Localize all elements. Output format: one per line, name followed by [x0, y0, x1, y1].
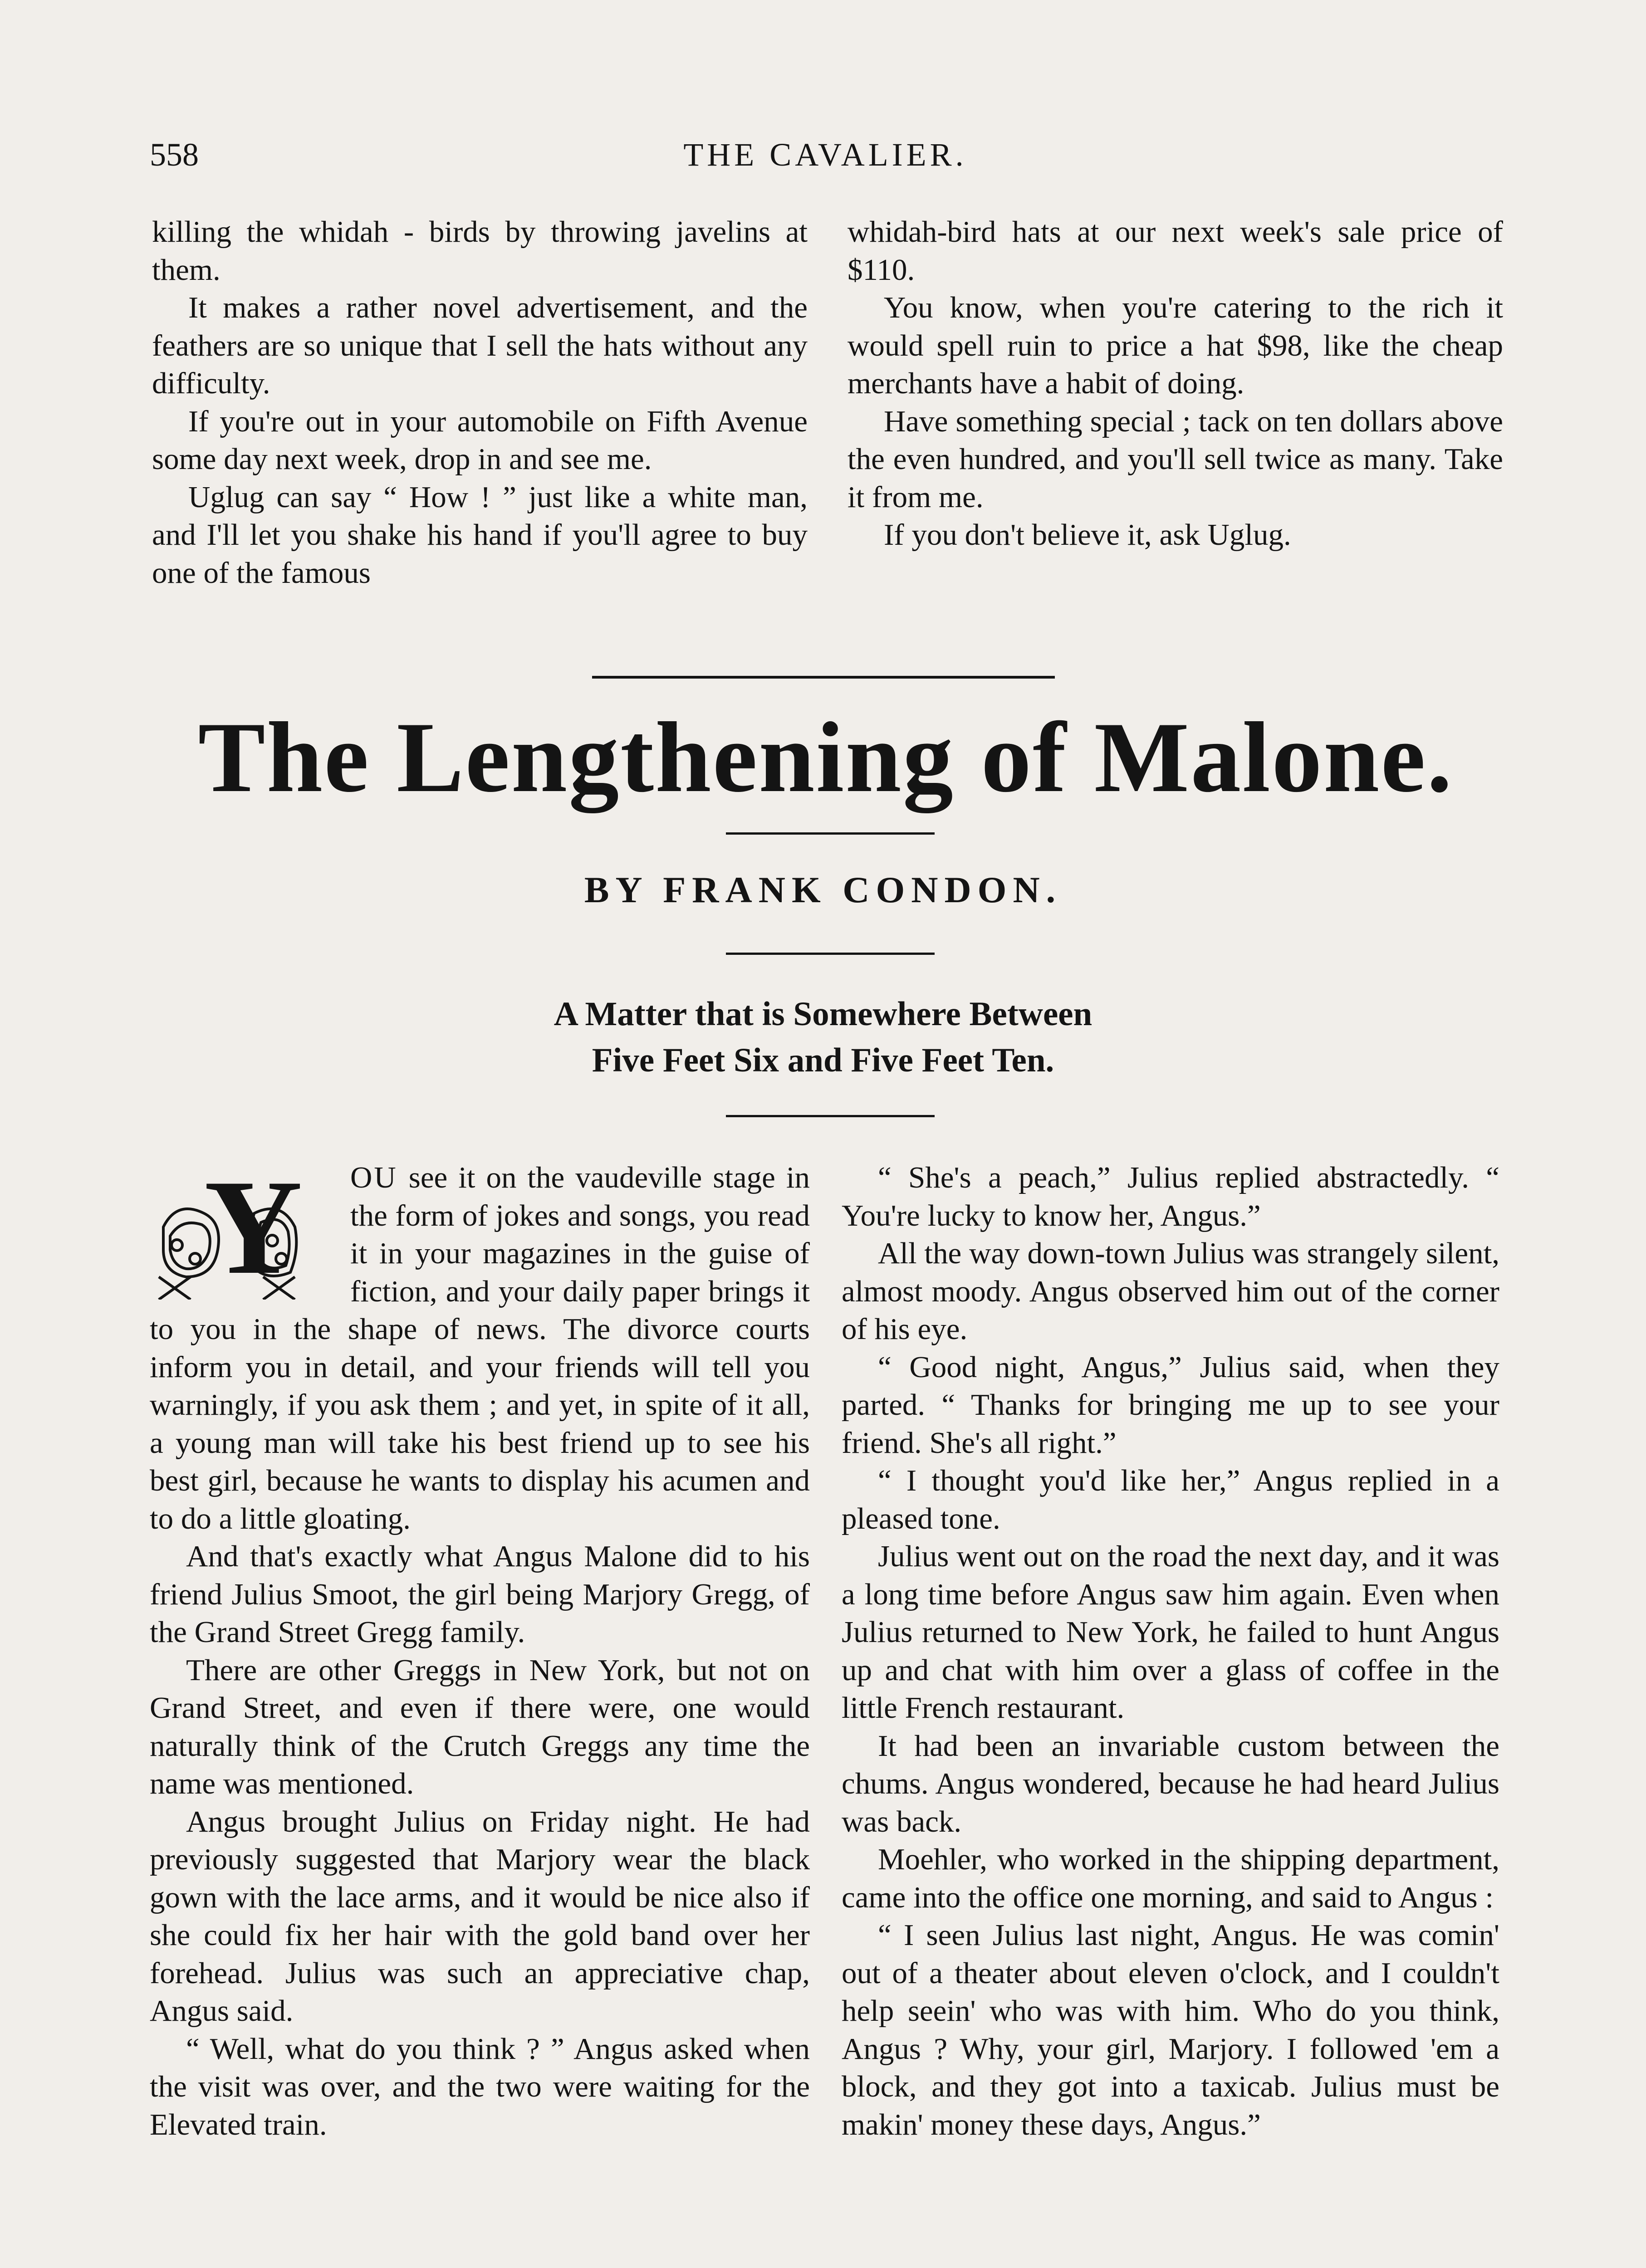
paragraph: And that's exactly what Angus Malone did to his friend Julius Smoot, the girl being Marjory Gregg, of the Grand Street Gregg family. — [150, 1540, 810, 1649]
paragraph: If you don't believe it, ask Uglug. — [884, 518, 1291, 552]
paragraph: If you're out in your automobile on Fifth Avenue some day next week, drop in and see me. — [152, 404, 808, 476]
paragraph: There are other Greggs in New York, but not on Grand Street, and even if there were, one would naturally think of the Crutch Greggs any time the name was mentioned. — [150, 1653, 810, 1800]
paragraph: It makes a rather novel advertisement, and the feathers are so unique that I sell the hats without any difficulty. — [152, 291, 808, 400]
previous-story-left-column — [152, 213, 808, 592]
subtitle-line: Five Feet Six and Five Feet Ten. — [592, 1041, 1054, 1079]
subtitle-divider — [726, 1115, 935, 1117]
paragraph: “ Well, what do you think ? ” Angus asked when the visit was over, and the two were waiting for the Elevated train. — [150, 2032, 810, 2141]
story-title: The Lengthening of Malone. — [198, 702, 1454, 813]
paragraph: It had been an invariable custom between the chums. Angus wondered, because he had heard Julius was back. — [842, 1729, 1499, 1838]
byline-divider — [726, 953, 935, 955]
section-divider — [592, 676, 1055, 679]
paragraph: All the way down-town Julius was strangely silent, almost moody. Angus observed him out of the corner of his eye. — [842, 1237, 1499, 1346]
paragraph: Moehler, who worked in the shipping department, came into the office one morning, and said to Angus : — [842, 1843, 1499, 1914]
paragraph: Have something special ; tack on ten dollars above the even hundred, and you'll sell twice as many. Take it from me. — [847, 404, 1503, 514]
paragraph: Uglug can say “ How ! ” just like a white man, and I'll let you shake his hand if you'll agree to buy one of the famous — [152, 480, 808, 590]
page-number: 558 — [150, 137, 199, 173]
paragraph: Julius went out on the road the next day, and it was a long time before Angus saw him again. Even when Julius returned to New York, he failed to hunt Angus up and chat with him over a glass of coffee in the little French restaurant. — [842, 1540, 1499, 1725]
opening-paragraph-text: see it on the vaudeville stage in the form of jokes and songs, you read it in your magazines in the guise of fiction, and your daily paper brings it to you in the shape of news. The divorce courts inform you in detail, and your friends will tell you warningly, if you ask them ; and yet, in spite of it all, a young man will take his best friend up to see his best girl, because he wants to display his acumen and to do a little gloating. — [150, 1161, 810, 1535]
paragraph: whidah-bird hats at our next week's sale price of $110. — [847, 215, 1503, 287]
story-right-column — [842, 1159, 1499, 2144]
paragraph: “ I thought you'd like her,” Angus replied in a pleased tone. — [842, 1464, 1499, 1535]
subtitle-line: A Matter that is Somewhere Between — [554, 995, 1092, 1033]
decorative-drop-cap — [150, 1152, 340, 1302]
paragraph: killing the whidah - birds by throwing javelins at them. — [152, 215, 808, 287]
paragraph: “ Good night, Angus,” Julius said, when they parted. “ Thanks for bringing me up to see your friend. She's all right.” — [842, 1350, 1499, 1460]
byline: BY FRANK CONDON. — [584, 869, 1062, 910]
paragraph: You know, when you're catering to the rich it would spell ruin to price a hat $98, like the cheap merchants have a habit of doing. — [847, 291, 1503, 400]
paragraph: “ I seen Julius last night, Angus. He was comin' out of a theater about eleven o'clock, and I couldn't help seein' who was with him. Who do you think, Angus ? Why, your girl, Marjory. I followed 'em a block, and they got into a taxicab. Julius must be makin' money these days, Angus.” — [842, 1918, 1499, 2141]
title-divider — [726, 832, 935, 835]
running-head — [150, 136, 1501, 186]
previous-story-right-column — [847, 213, 1503, 554]
drop-cap-letter: Y — [204, 1152, 303, 1302]
paragraph: “ She's a peach,” Julius replied abstractedly. “ You're lucky to know her, Angus.” — [842, 1161, 1499, 1232]
story-left-column — [150, 1152, 810, 2144]
paragraph: Angus brought Julius on Friday night. He had previously suggested that Marjory wear the black gown with the lace arms, and it would be nice also if she could fix her hair with the gold band over her forehead. Julius was such an appreciative chap, Angus said. — [150, 1804, 810, 2028]
story-subtitle — [0, 991, 1646, 1084]
magazine-title: THE CAVALIER. — [683, 137, 967, 173]
first-word-rest: OU — [350, 1161, 398, 1194]
